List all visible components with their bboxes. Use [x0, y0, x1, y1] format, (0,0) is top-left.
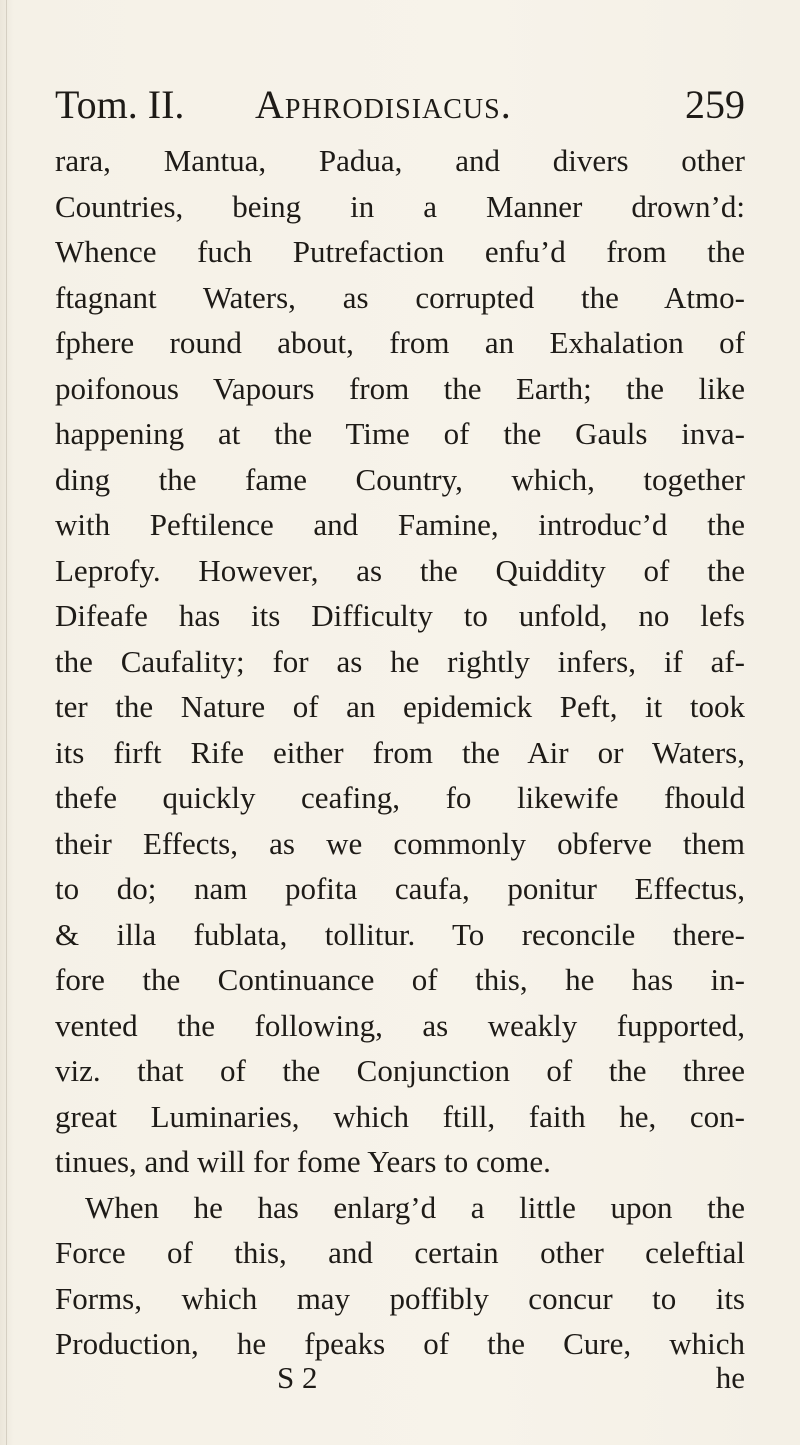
text-line: viz. that of the Conjunction of the three [55, 1053, 745, 1088]
text-line: with Peftilence and Famine, introduc’d the [55, 507, 745, 542]
text-line: Countries, being in a Manner drown’d: [55, 188, 745, 224]
text-line: Forms, which may poffibly concur to its [55, 1280, 745, 1316]
text-line: vented the following, as weakly fupported, [55, 1007, 745, 1043]
page-footer [55, 1355, 745, 1400]
text-line: rara, Mantua, Padua, and divers other [55, 143, 745, 178]
text-line: Force of this, and certain other celeftial [55, 1235, 745, 1270]
text-line: great Luminaries, which ftill, faith he, con- [55, 1098, 745, 1134]
text-line: & illa fublata, tollitur. To reconcile there- [55, 916, 745, 952]
text-line: ter the Nature of an epidemick Peft, it took [55, 689, 745, 724]
page-gutter [6, 0, 7, 1445]
signature-mark: S 2 [277, 1360, 318, 1395]
body-text [55, 138, 745, 1367]
page-number: 259 [685, 82, 745, 127]
text-line: happening at the Time of the Gauls inva- [55, 416, 745, 451]
running-header [55, 80, 745, 130]
text-line: poifonous Vapours from the Earth; the like [55, 370, 745, 406]
text-line: ftagnant Waters, as corrupted the Atmo- [55, 279, 745, 315]
text-line: fore the Continuance of this, he has in- [55, 962, 745, 997]
text-line: Production, he fpeaks of the Cure, which [55, 1326, 745, 1361]
text-line: fphere round about, from an Exhalation of [55, 325, 745, 360]
text-line: thefe quickly ceafing, fo likewife fhould [55, 780, 745, 815]
text-line: ding the fame Country, which, together [55, 461, 745, 497]
text-line: When he has enlarg’d a little upon the [85, 1189, 745, 1225]
text-line: Leprofy. However, as the Quiddity of the [55, 552, 745, 588]
text-line: Whence fuch Putrefaction enfu’d from the [55, 234, 745, 269]
text-line: to do; nam pofita caufa, ponitur Effectus, [55, 871, 745, 906]
catchword: he [715, 1360, 745, 1395]
tome-label: Tom. II. [55, 82, 185, 127]
text-line: Difeafe has its Difficulty to unfold, no lefs [55, 598, 745, 633]
running-title: Aphrodisiacus. [255, 82, 512, 127]
text-line: the Caufality; for as he rightly infers, if af- [55, 643, 745, 679]
text-line: their Effects, as we commonly obferve them [55, 825, 745, 861]
text-line: tinues, and will for fome Years to come. [55, 1144, 551, 1179]
text-line: its firft Rife either from the Air or Waters, [55, 734, 745, 770]
